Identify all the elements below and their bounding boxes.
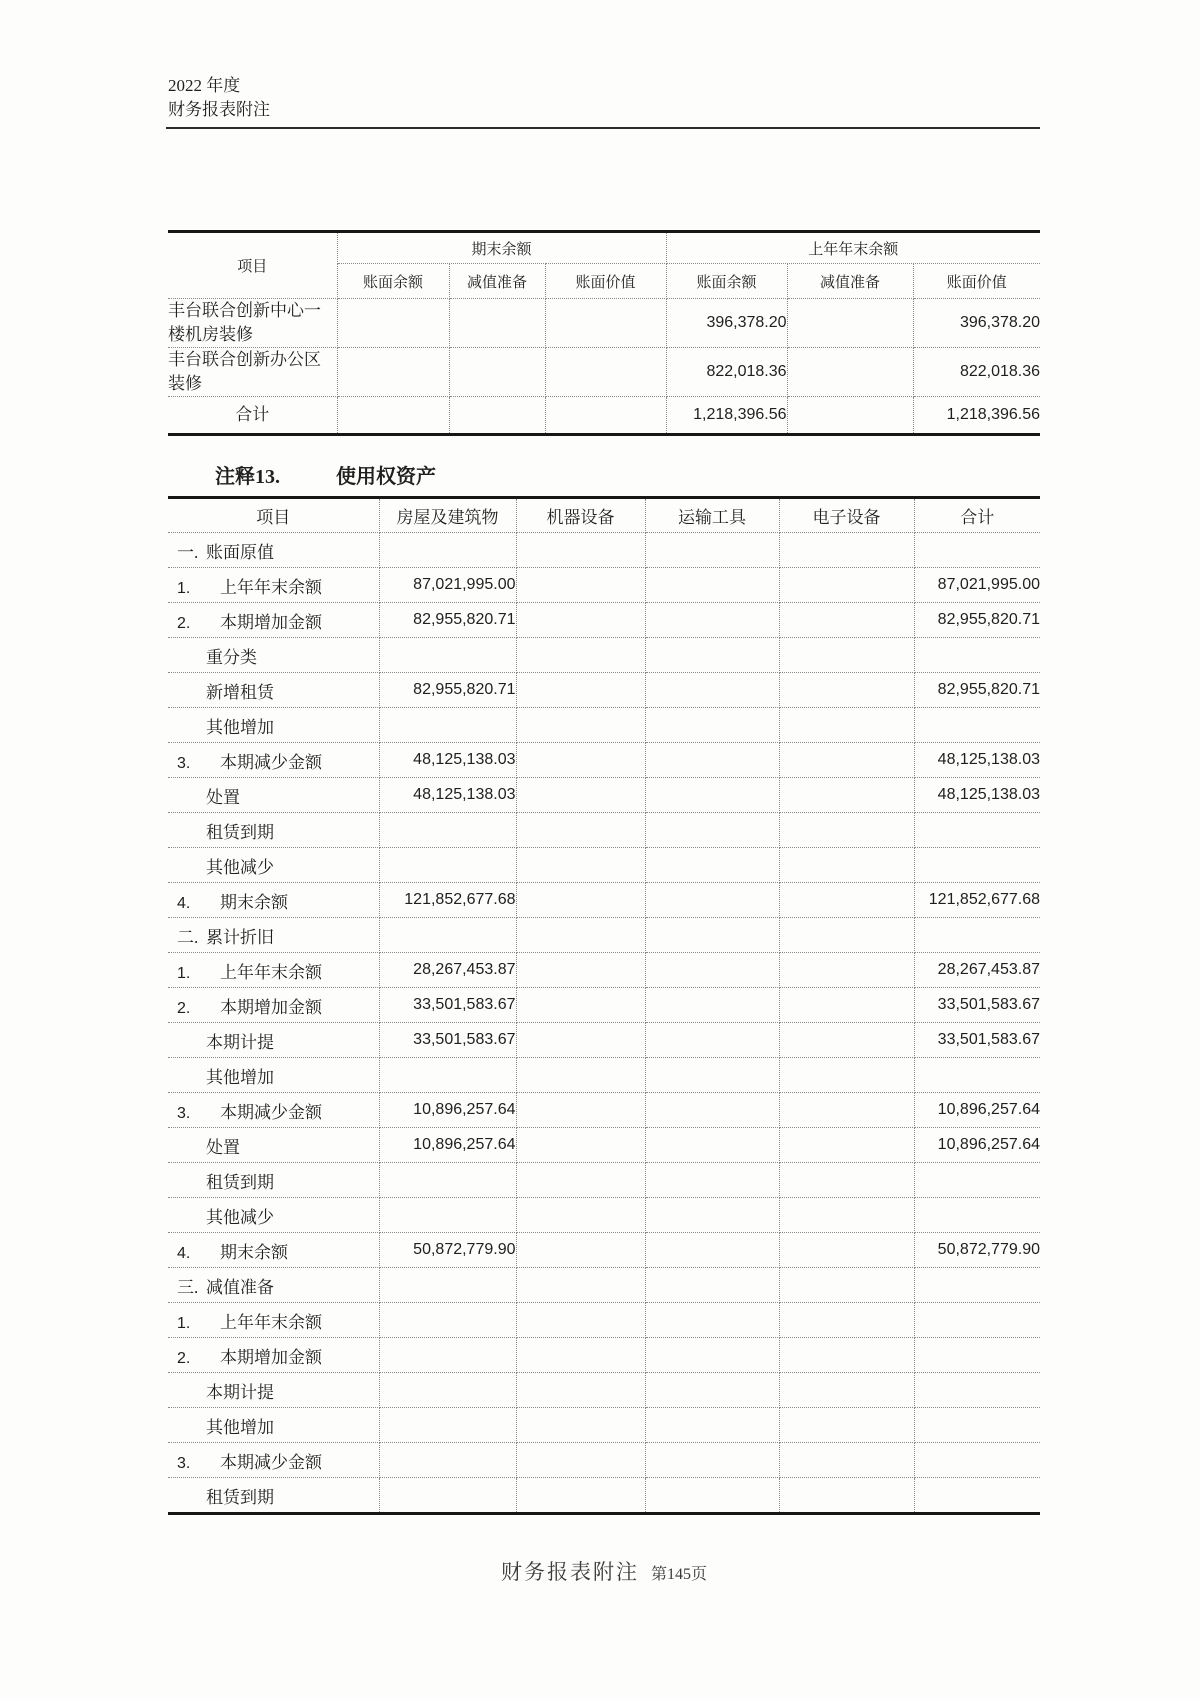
row-label: 减值准备 [206,1277,274,1297]
row-label-cell [168,1478,379,1514]
cell-vehicles [645,988,779,1023]
row-number: 4. [177,1244,191,1262]
table-row [168,918,1040,953]
cell-electronics [779,1408,914,1443]
row-label-cell [168,1023,379,1058]
cell-machinery [516,1408,645,1443]
row-label: 重分类 [206,647,257,667]
cell-buildings [379,918,516,953]
table-row [168,1093,1040,1128]
table1-header-prior-year-balance: 上年年末余额 [666,232,1040,264]
footer-page-number: 第145页 [650,1566,707,1583]
row-label: 丰台联合创新中心一楼机房装修 [168,299,337,348]
cell-electronics [779,1303,914,1338]
cell-total [914,708,1040,743]
table-row [168,1338,1040,1373]
cell-closing-book-value [545,299,666,348]
table-row [168,348,1040,397]
cell-machinery [516,918,645,953]
cell-vehicles [645,1443,779,1478]
cell-total [914,1303,1040,1338]
cell-machinery [516,1268,645,1303]
row-label-cell [168,883,379,918]
cell-vehicles [645,883,779,918]
cell-buildings [379,1198,516,1233]
row-label: 上年年末余额 [220,962,322,982]
cell-electronics [779,848,914,883]
cell-buildings: 33,501,583.67 [379,988,516,1023]
row-number: 3. [177,1104,191,1122]
table-row [168,568,1040,603]
row-label: 租赁到期 [206,822,274,842]
cell-machinery [516,533,645,568]
table1-group-header-row [168,232,1040,264]
cell-total [914,918,1040,953]
note13-heading [215,460,436,489]
table-row [168,1233,1040,1268]
cell-machinery [516,848,645,883]
row-number: 1. [177,579,191,597]
cell-closing-impairment [449,397,545,435]
row-label: 合计 [168,397,337,435]
row-label-cell [168,1268,379,1303]
row-label-cell [168,778,379,813]
cell-machinery [516,1128,645,1163]
cell-machinery [516,603,645,638]
row-number: 三. [177,1277,199,1297]
row-label: 期末余额 [220,1242,288,1262]
cell-total [914,1373,1040,1408]
row-number: 二. [177,927,199,947]
row-number: 2. [177,1349,191,1367]
table1-subheader-impairment: 减值准备 [787,264,913,299]
cell-buildings [379,1303,516,1338]
cell-total: 87,021,995.00 [914,568,1040,603]
cell-vehicles [645,813,779,848]
cell-machinery [516,1058,645,1093]
cell-buildings: 48,125,138.03 [379,778,516,813]
cell-closing-book-balance [337,299,449,348]
cell-buildings: 82,955,820.71 [379,673,516,708]
cell-vehicles [645,1268,779,1303]
cell-buildings: 121,852,677.68 [379,883,516,918]
table-row [168,1408,1040,1443]
cell-vehicles [645,918,779,953]
cell-electronics [779,1058,914,1093]
table2-header-vehicles: 运输工具 [645,498,779,533]
cell-prior-impairment [787,397,913,435]
table-row [168,778,1040,813]
cell-buildings: 28,267,453.87 [379,953,516,988]
table2-header-row [168,498,1040,533]
cell-prior-book-balance: 396,378.20 [666,299,787,348]
row-label-cell [168,568,379,603]
cell-buildings [379,1268,516,1303]
cell-buildings [379,1408,516,1443]
cell-prior-book-value: 396,378.20 [913,299,1040,348]
row-label: 丰台联合创新办公区装修 [168,348,337,397]
row-label: 本期计提 [206,1382,274,1402]
cell-vehicles [645,603,779,638]
cell-vehicles [645,1093,779,1128]
row-label-cell [168,988,379,1023]
cell-machinery [516,1093,645,1128]
cell-electronics [779,673,914,708]
row-label-cell [168,1373,379,1408]
row-number: 1. [177,1314,191,1332]
table2-header-electronics: 电子设备 [779,498,914,533]
table2-header-total: 合计 [914,498,1040,533]
cell-total: 82,955,820.71 [914,603,1040,638]
cell-vehicles [645,1023,779,1058]
row-label: 本期计提 [206,1032,274,1052]
cell-vehicles [645,638,779,673]
cell-electronics [779,778,914,813]
cell-vehicles [645,743,779,778]
cell-electronics [779,568,914,603]
table-row [168,1373,1040,1408]
cell-machinery [516,1338,645,1373]
cell-machinery [516,883,645,918]
cell-closing-book-balance [337,397,449,435]
cell-machinery [516,1373,645,1408]
cell-vehicles [645,848,779,883]
table-row [168,673,1040,708]
row-label: 期末余额 [220,892,288,912]
cell-machinery [516,953,645,988]
cell-total: 28,267,453.87 [914,953,1040,988]
row-label: 本期增加金额 [220,1347,322,1367]
table-row [168,1058,1040,1093]
cell-total [914,1268,1040,1303]
cell-electronics [779,1338,914,1373]
row-label: 处置 [206,787,240,807]
cell-electronics [779,1198,914,1233]
cell-total [914,1478,1040,1514]
cell-total: 121,852,677.68 [914,883,1040,918]
table-row [168,1268,1040,1303]
cell-buildings [379,533,516,568]
cell-electronics [779,1128,914,1163]
footer-title: 财务报表附注 [500,1560,639,1584]
cell-buildings [379,708,516,743]
cell-machinery [516,1163,645,1198]
table-row [168,1443,1040,1478]
row-label: 其他增加 [206,1067,274,1087]
row-label-cell [168,918,379,953]
cell-total [914,848,1040,883]
cell-electronics [779,883,914,918]
cell-vehicles [645,778,779,813]
row-number: 4. [177,894,191,912]
row-label-cell [168,813,379,848]
cell-vehicles [645,1303,779,1338]
cell-total [914,533,1040,568]
row-number: 3. [177,1454,191,1472]
cell-machinery [516,743,645,778]
cell-prior-book-balance: 1,218,396.56 [666,397,787,435]
cell-electronics [779,1163,914,1198]
cell-vehicles [645,1198,779,1233]
row-label: 本期减少金额 [220,1102,322,1122]
row-label-cell [168,1163,379,1198]
cell-buildings [379,848,516,883]
row-label: 本期减少金额 [220,1452,322,1472]
cell-machinery [516,673,645,708]
table-row [168,603,1040,638]
cell-machinery [516,1303,645,1338]
cell-closing-book-balance [337,348,449,397]
cell-buildings [379,1338,516,1373]
cell-machinery [516,1023,645,1058]
cell-machinery [516,813,645,848]
table1-subheader-book-value: 账面价值 [545,264,666,299]
table-row [168,953,1040,988]
cell-machinery [516,1198,645,1233]
cell-machinery [516,1443,645,1478]
cell-vehicles [645,568,779,603]
cell-total [914,1443,1040,1478]
row-label-cell [168,673,379,708]
cell-total: 50,872,779.90 [914,1233,1040,1268]
row-label: 租赁到期 [206,1172,274,1192]
table-row [168,883,1040,918]
table1-subheader-book-balance: 账面余额 [337,264,449,299]
header-divider [166,127,1040,129]
row-label: 累计折旧 [206,927,274,947]
cell-vehicles [645,953,779,988]
right-of-use-assets-table [168,496,1040,1515]
table1-header-item: 项目 [168,232,337,299]
cell-electronics [779,953,914,988]
table-row [168,1303,1040,1338]
cell-total: 48,125,138.03 [914,743,1040,778]
table1-header-closing-balance: 期末余额 [337,232,666,264]
note13-number: 注释13. [215,466,280,488]
cell-electronics [779,708,914,743]
cell-vehicles [645,1058,779,1093]
row-number: 2. [177,614,191,632]
row-label-cell [168,743,379,778]
table-row [168,848,1040,883]
cell-vehicles [645,673,779,708]
table-row [168,1128,1040,1163]
cell-prior-book-balance: 822,018.36 [666,348,787,397]
row-label: 其他增加 [206,1417,274,1437]
cell-buildings: 48,125,138.03 [379,743,516,778]
cell-total: 82,955,820.71 [914,673,1040,708]
row-label-cell [168,533,379,568]
table1-subheader-book-balance: 账面余额 [666,264,787,299]
row-label: 上年年末余额 [220,577,322,597]
cell-total [914,813,1040,848]
table-row [168,1478,1040,1514]
note13-title: 使用权资产 [336,466,436,488]
cell-buildings [379,1373,516,1408]
cell-vehicles [645,708,779,743]
table2-header-item: 项目 [168,498,379,533]
row-label: 本期减少金额 [220,752,322,772]
doc-header-year: 2022 年度 [168,76,241,95]
cell-total: 10,896,257.64 [914,1128,1040,1163]
row-number: 1. [177,964,191,982]
cell-prior-impairment [787,348,913,397]
row-label: 租赁到期 [206,1487,274,1507]
cell-total [914,638,1040,673]
cell-vehicles [645,1163,779,1198]
cell-buildings: 50,872,779.90 [379,1233,516,1268]
deferred-expense-table [168,230,1040,436]
cell-machinery [516,778,645,813]
cell-machinery [516,568,645,603]
cell-electronics [779,1443,914,1478]
cell-buildings [379,813,516,848]
table-row [168,397,1040,435]
cell-electronics [779,1233,914,1268]
row-number: 2. [177,999,191,1017]
cell-electronics [779,533,914,568]
row-label-cell [168,603,379,638]
cell-buildings: 10,896,257.64 [379,1093,516,1128]
cell-total: 33,501,583.67 [914,1023,1040,1058]
table1-subheader-book-value: 账面价值 [913,264,1040,299]
row-label-cell [168,1198,379,1233]
page-footer [168,1556,1040,1586]
cell-buildings [379,1478,516,1514]
cell-vehicles [645,1128,779,1163]
cell-prior-impairment [787,299,913,348]
cell-electronics [779,743,914,778]
cell-vehicles [645,533,779,568]
cell-buildings [379,1443,516,1478]
cell-electronics [779,813,914,848]
row-label-cell [168,638,379,673]
row-label-cell [168,1443,379,1478]
table-row [168,1163,1040,1198]
table-row [168,988,1040,1023]
cell-closing-impairment [449,348,545,397]
cell-machinery [516,1478,645,1514]
cell-total [914,1163,1040,1198]
row-label: 其他减少 [206,857,274,877]
row-label: 处置 [206,1137,240,1157]
cell-closing-impairment [449,299,545,348]
table-row [168,1023,1040,1058]
row-label: 本期增加金额 [220,612,322,632]
row-label-cell [168,1408,379,1443]
cell-total: 48,125,138.03 [914,778,1040,813]
cell-electronics [779,988,914,1023]
cell-machinery [516,1233,645,1268]
cell-total [914,1338,1040,1373]
cell-prior-book-value: 822,018.36 [913,348,1040,397]
row-label: 本期增加金额 [220,997,322,1017]
table2-header-machinery: 机器设备 [516,498,645,533]
row-label-cell [168,1338,379,1373]
cell-total [914,1198,1040,1233]
cell-vehicles [645,1408,779,1443]
cell-buildings: 87,021,995.00 [379,568,516,603]
table-row [168,708,1040,743]
table-row [168,638,1040,673]
table-row [168,813,1040,848]
row-label: 账面原值 [206,542,274,562]
cell-machinery [516,988,645,1023]
row-number: 3. [177,754,191,772]
cell-prior-book-value: 1,218,396.56 [913,397,1040,435]
row-label-cell [168,1303,379,1338]
row-label-cell [168,1093,379,1128]
table2-header-buildings: 房屋及建筑物 [379,498,516,533]
cell-vehicles [645,1233,779,1268]
cell-vehicles [645,1338,779,1373]
cell-total: 33,501,583.67 [914,988,1040,1023]
row-label-cell [168,953,379,988]
cell-electronics [779,1268,914,1303]
cell-electronics [779,1478,914,1514]
cell-buildings: 33,501,583.67 [379,1023,516,1058]
row-label: 其他减少 [206,1207,274,1227]
row-label: 新增租赁 [206,682,274,702]
cell-total [914,1408,1040,1443]
row-number: 一. [177,542,199,562]
row-label-cell [168,1233,379,1268]
cell-buildings [379,638,516,673]
row-label: 其他增加 [206,717,274,737]
row-label-cell [168,1128,379,1163]
cell-total: 10,896,257.64 [914,1093,1040,1128]
table-row [168,299,1040,348]
cell-buildings: 82,955,820.71 [379,603,516,638]
cell-closing-book-value [545,397,666,435]
row-label-cell [168,848,379,883]
table1-subheader-impairment: 减值准备 [449,264,545,299]
cell-machinery [516,638,645,673]
doc-header [168,74,270,122]
cell-electronics [779,1373,914,1408]
cell-electronics [779,638,914,673]
cell-vehicles [645,1373,779,1408]
cell-closing-book-value [545,348,666,397]
row-label: 上年年末余额 [220,1312,322,1332]
table-row [168,533,1040,568]
cell-total [914,1058,1040,1093]
cell-machinery [516,708,645,743]
cell-buildings [379,1058,516,1093]
cell-electronics [779,1023,914,1058]
cell-buildings [379,1163,516,1198]
table-row [168,743,1040,778]
cell-electronics [779,1093,914,1128]
doc-header-title: 财务报表附注 [168,100,270,119]
cell-buildings: 10,896,257.64 [379,1128,516,1163]
cell-vehicles [645,1478,779,1514]
row-label-cell [168,1058,379,1093]
cell-electronics [779,918,914,953]
cell-electronics [779,603,914,638]
row-label-cell [168,708,379,743]
table-row [168,1198,1040,1233]
